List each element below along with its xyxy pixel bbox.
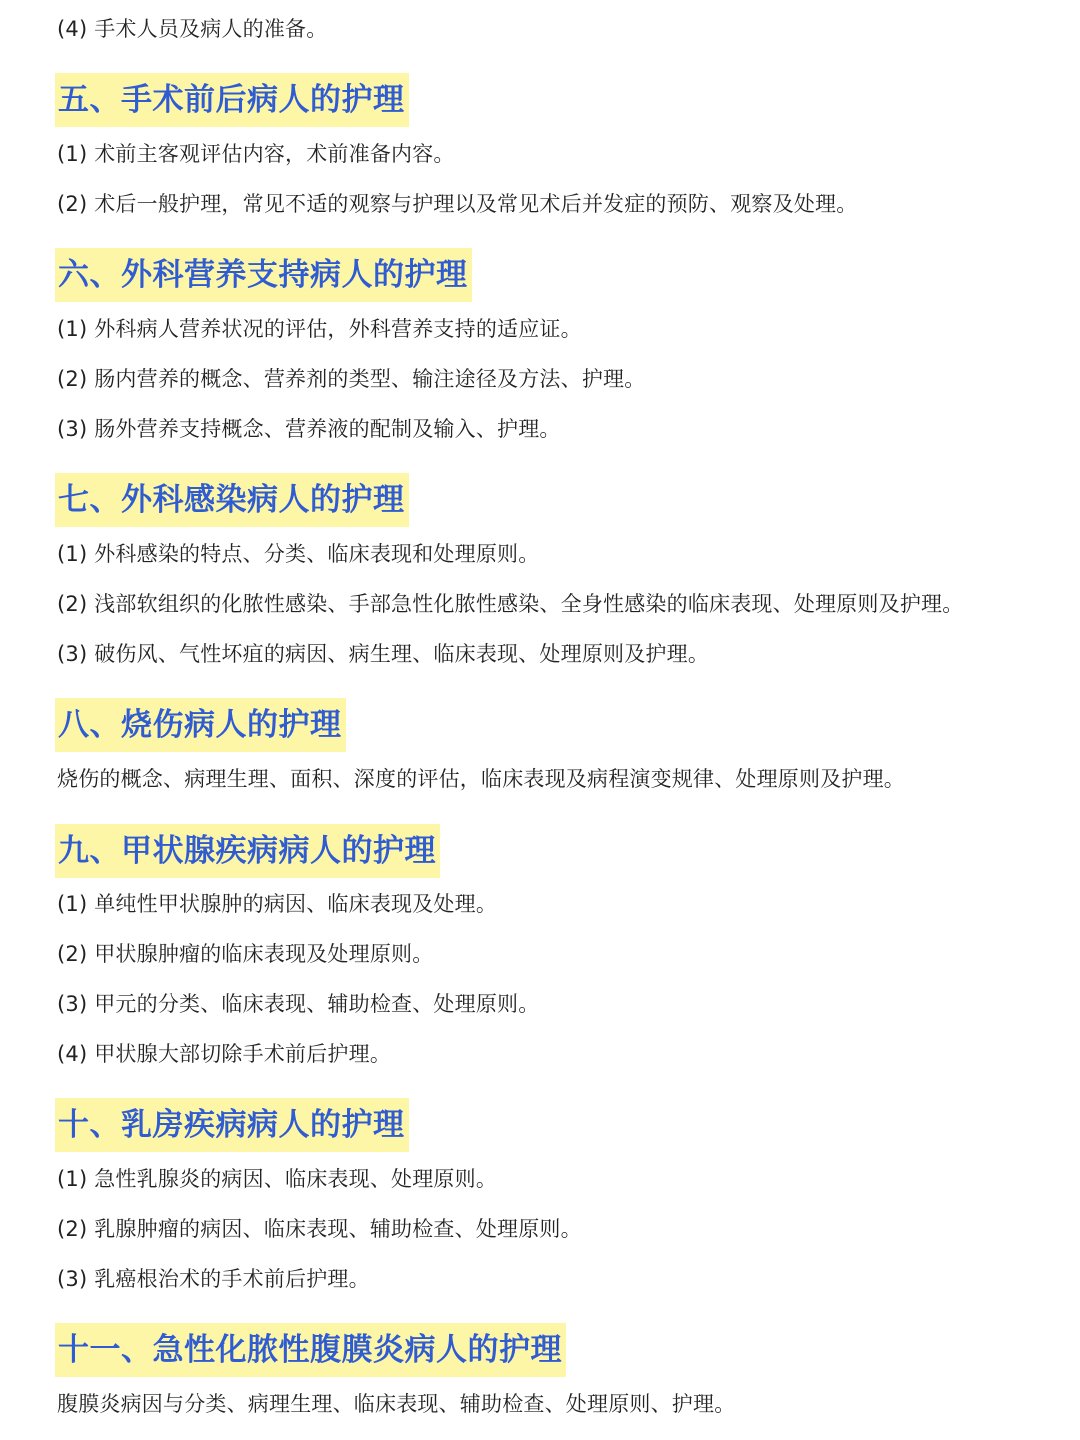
list-item: (3) 甲元的分类、临床表现、辅助检查、处理原则。 [57,992,540,1016]
list-item: (1) 单纯性甲状腺肿的病因、临床表现及处理。 [57,892,498,916]
list-item: 腹膜炎病因与分类、病理生理、临床表现、辅助检查、处理原则、护理。 [57,1392,736,1416]
list-item: (4) 手术人员及病人的准备。 [57,17,328,41]
section-heading: 七、外科感染病人的护理 [55,473,409,527]
list-item: (2) 浅部软组织的化脓性感染、手部急性化脓性感染、全身性感染的临床表现、处理原则及护理。 [57,592,964,616]
list-item: (2) 术后一般护理，常见不适的观察与护理以及常见术后并发症的预防、观察及处理。 [57,192,858,216]
list-item: (2) 甲状腺肿瘤的临床表现及处理原则。 [57,942,434,966]
section-heading: 六、外科营养支持病人的护理 [55,248,472,302]
list-item: (1) 术前主客观评估内容，术前准备内容。 [57,142,455,166]
list-item: (2) 乳腺肿瘤的病因、临床表现、辅助检查、处理原则。 [57,1217,582,1241]
list-item: (3) 乳癌根治术的手术前后护理。 [57,1267,370,1291]
section-heading: 五、手术前后病人的护理 [55,73,409,127]
list-item: 烧伤的概念、病理生理、面积、深度的评估，临床表现及病程演变规律、处理原则及护理。 [57,767,905,791]
list-item: (4) 甲状腺大部切除手术前后护理。 [57,1042,392,1066]
list-item: (3) 肠外营养支持概念、营养液的配制及输入、护理。 [57,417,561,441]
section-heading: 九、甲状腺疾病病人的护理 [55,824,440,878]
list-item: (1) 外科病人营养状况的评估，外科营养支持的适应证。 [57,317,582,341]
section-heading: 十一、急性化脓性腹膜炎病人的护理 [55,1323,566,1377]
section-heading: 八、烧伤病人的护理 [55,698,346,752]
section-heading: 十、乳房疾病病人的护理 [55,1098,409,1152]
list-item: (2) 肠内营养的概念、营养剂的类型、输注途径及方法、护理。 [57,367,646,391]
list-item: (1) 外科感染的特点、分类、临床表现和处理原则。 [57,542,540,566]
list-item: (3) 破伤风、气性坏疽的病因、病生理、临床表现、处理原则及护理。 [57,642,710,666]
list-item: (1) 急性乳腺炎的病因、临床表现、处理原则。 [57,1167,498,1191]
